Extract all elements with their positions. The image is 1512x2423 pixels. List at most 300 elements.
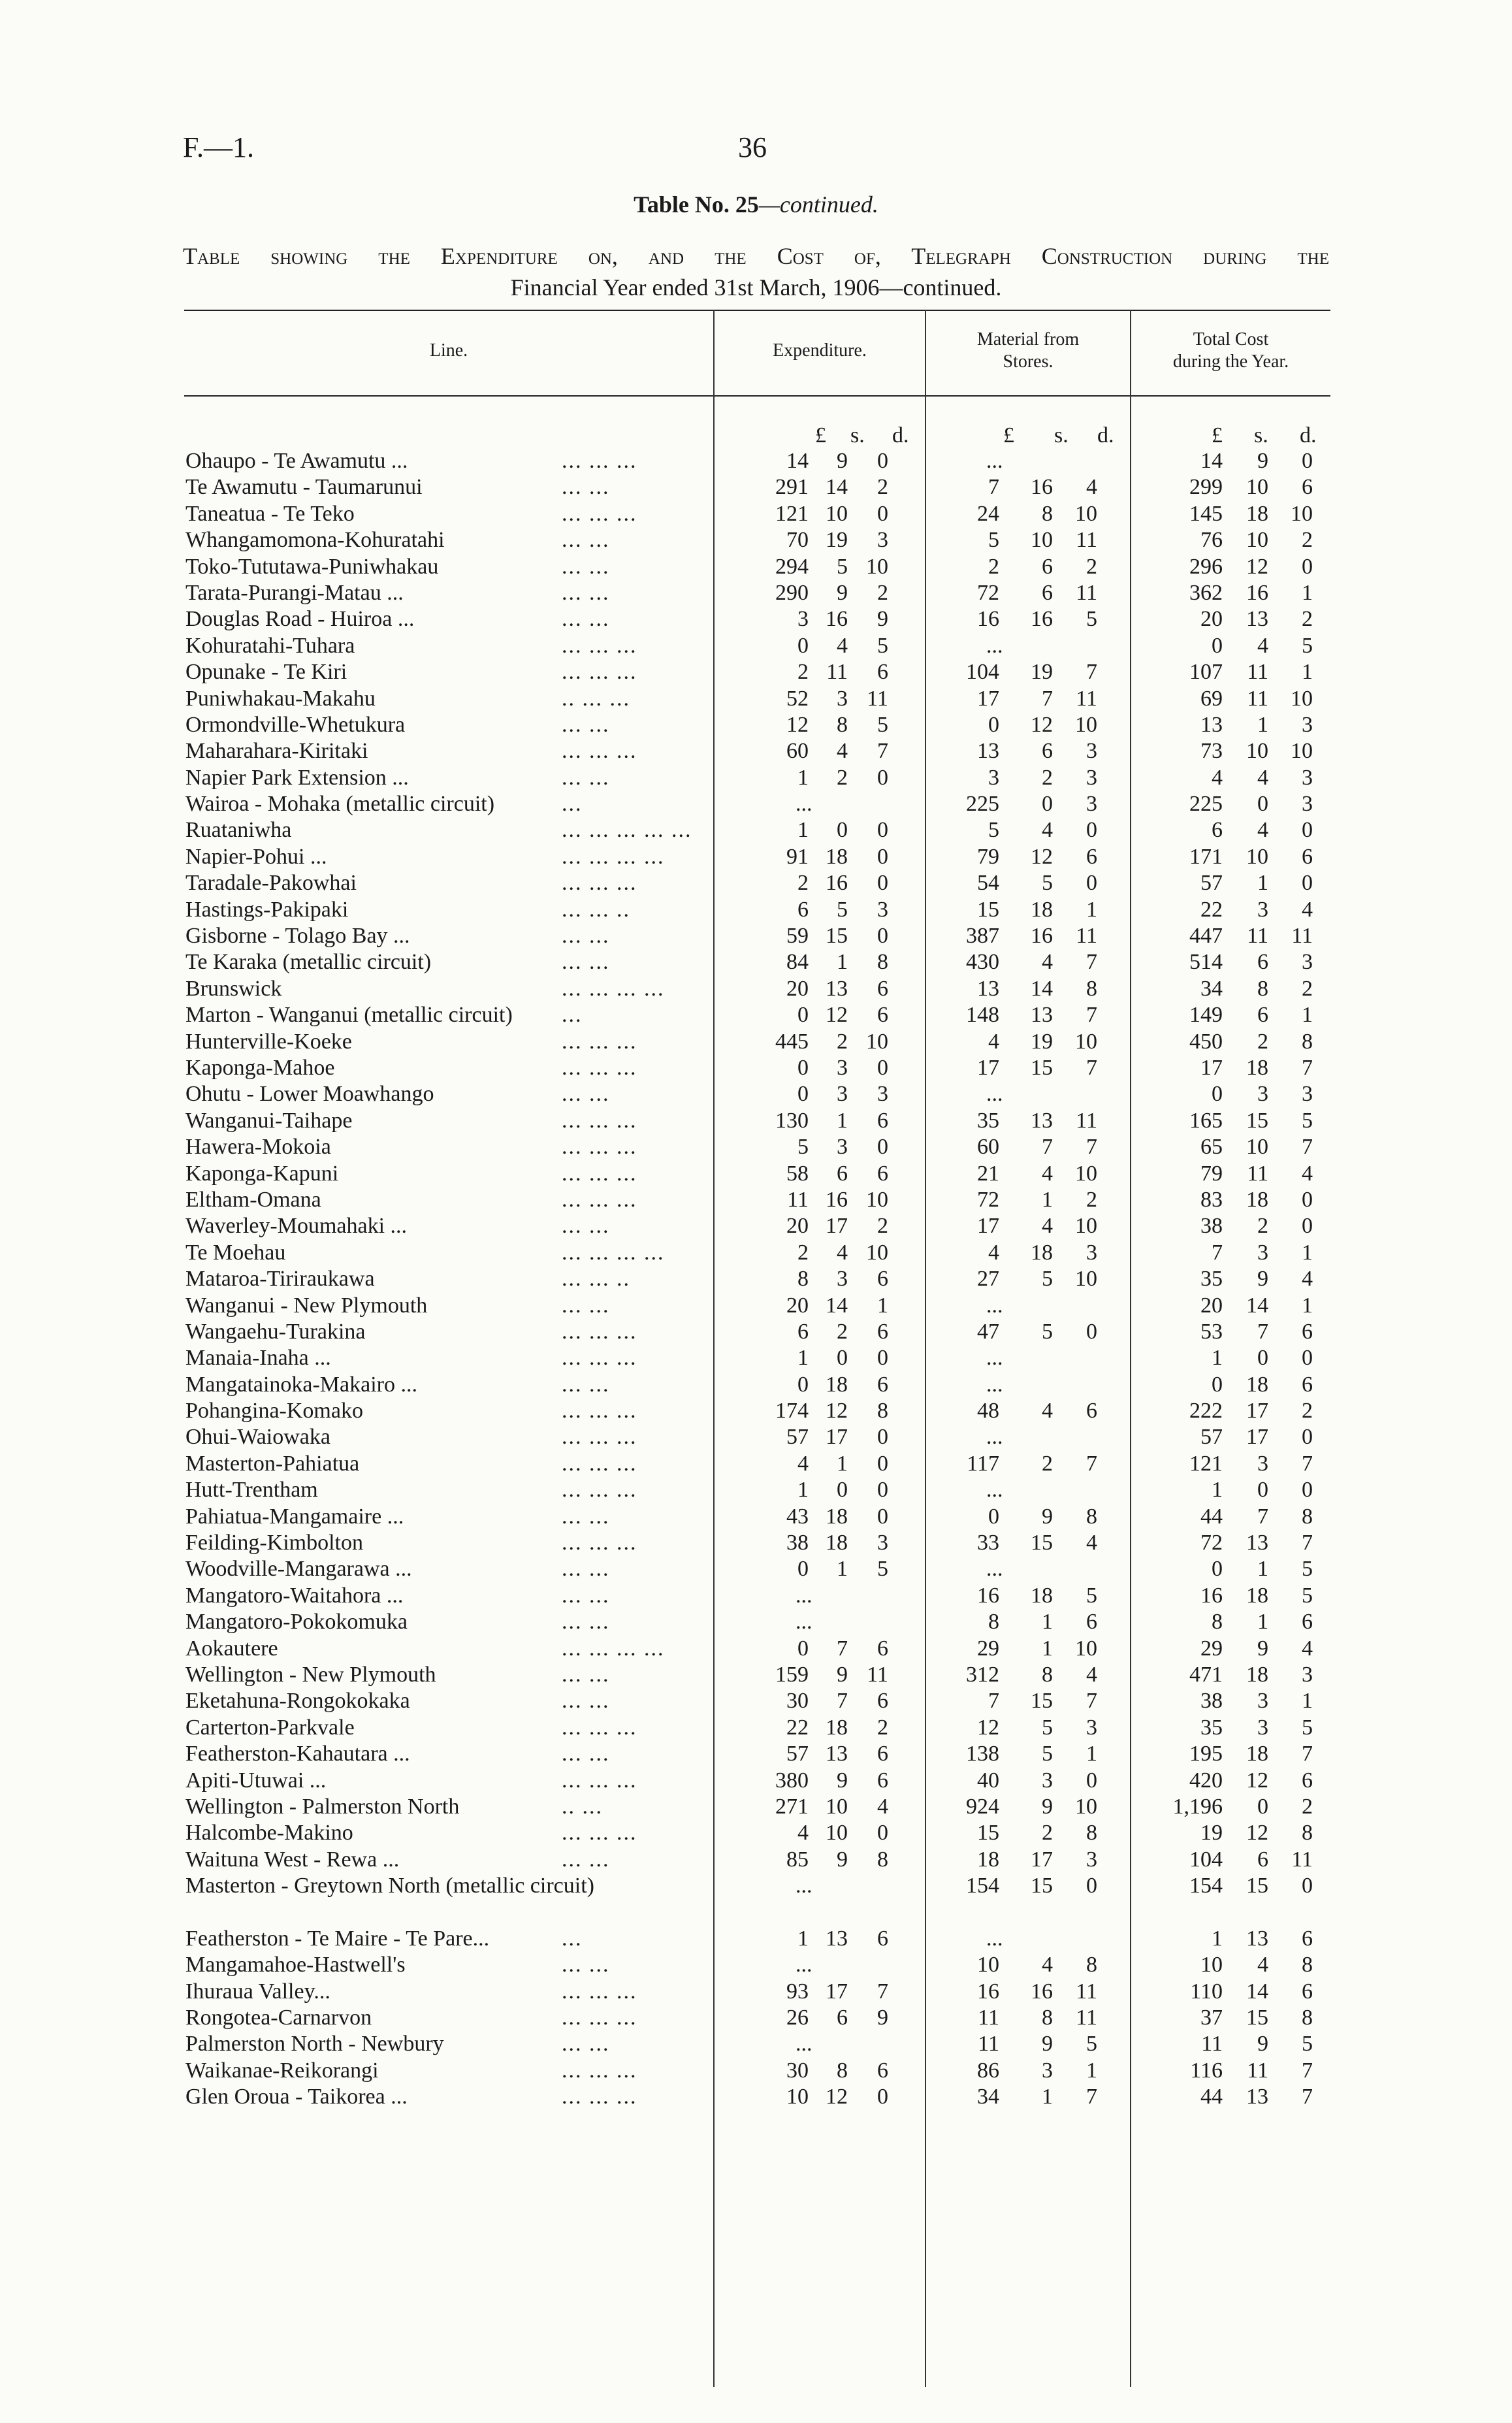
tot-shillings: 14 (1246, 1979, 1268, 2004)
tot-pounds: 35 (1200, 1267, 1223, 1292)
exp-pence: 7 (877, 1979, 888, 2004)
table-row (0, 1847, 1512, 1873)
mat-pounds: 34 (977, 2085, 999, 2109)
exp-pence: 6 (877, 1319, 888, 1344)
exp-shillings: 18 (826, 1504, 848, 1529)
mat-pounds: 11 (978, 2032, 999, 2057)
exp-pence: 2 (877, 1214, 888, 1239)
leader-dots: ... ... ... (562, 1346, 637, 1371)
mat-shillings: 19 (1031, 660, 1053, 685)
mat-pounds: 4 (988, 1240, 999, 1265)
tot-shillings: 10 (1246, 475, 1268, 500)
exp-nil: ... (796, 2032, 812, 2057)
leader-dots: ... ... (562, 528, 610, 553)
tot-shillings: 15 (1246, 2006, 1268, 2030)
mat-pounds: 16 (977, 1979, 999, 2004)
exp-pounds: 0 (797, 1055, 809, 1080)
mat-shillings: 4 (1042, 1214, 1053, 1239)
exp-pounds: 0 (797, 1082, 809, 1107)
exp-pence: 2 (877, 580, 888, 605)
tot-shillings: 11 (1247, 686, 1268, 711)
mat-pence: 11 (1076, 1979, 1097, 2004)
tot-pence: 3 (1302, 1662, 1313, 1687)
exp-shillings: 5 (837, 554, 848, 579)
tot-pence: 5 (1302, 1715, 1313, 1740)
tot-pounds: 1 (1212, 1346, 1223, 1371)
line-name: Brunswick (185, 976, 282, 1001)
mat-shillings: 3 (1042, 2058, 1053, 2083)
exp-shillings: 2 (837, 1029, 848, 1054)
tot-shillings: 13 (1246, 607, 1268, 632)
table-row (0, 659, 1512, 685)
mat-pence: 10 (1075, 1794, 1097, 1819)
leader-dots: ... ... ... (562, 1319, 637, 1344)
mat-shillings: 4 (1042, 1953, 1053, 1977)
exp-pence: 8 (877, 950, 888, 975)
tot-pence: 6 (1302, 1610, 1313, 1634)
column-header-material-line1: Material from (976, 329, 1080, 350)
mat-shillings: 16 (1031, 1979, 1053, 2004)
mat-pence: 6 (1086, 844, 1097, 869)
table-row (0, 1213, 1512, 1239)
tot-pounds: 38 (1200, 1689, 1223, 1714)
exp-pounds: 5 (797, 1135, 809, 1160)
mat-pence: 8 (1086, 1821, 1097, 1846)
tot-shillings: 1 (1257, 871, 1268, 896)
table-row (0, 1055, 1512, 1081)
leader-dots: ... ... ... ... (562, 1636, 665, 1661)
line-name: Opunake - Te Kiri (185, 660, 347, 685)
tot-shillings: 12 (1246, 554, 1268, 579)
table-row (0, 2031, 1512, 2057)
mat-pounds: 18 (977, 1847, 999, 1872)
tot-pence: 0 (1302, 1478, 1313, 1503)
exp-pounds: 159 (775, 1662, 809, 1687)
mat-shillings: 14 (1031, 976, 1053, 1001)
mat-pounds: 16 (977, 607, 999, 632)
line-name: Waituna West - Rewa ... (185, 1847, 400, 1872)
leader-dots: ... ... ... (562, 2006, 637, 2030)
mat-pence: 8 (1086, 1953, 1097, 1977)
table-row (0, 474, 1512, 500)
tot-shillings: 4 (1257, 1953, 1268, 1977)
line-name: Eltham-Omana (185, 1187, 321, 1212)
tot-shillings: 13 (1246, 2085, 1268, 2109)
page-number: 36 (738, 131, 767, 163)
tot-pence: 8 (1302, 2006, 1313, 2030)
tot-shillings: 17 (1246, 1399, 1268, 1423)
tot-pence: 2 (1302, 1794, 1313, 1819)
exp-pence: 0 (877, 449, 888, 473)
leader-dots: ... ... ... (562, 1425, 637, 1450)
line-name: Ihuraua Valley... (185, 1979, 330, 2004)
exp-shillings: 13 (826, 1742, 848, 1766)
table-row (0, 1609, 1512, 1635)
mat-shillings: 2 (1042, 1451, 1053, 1476)
line-name: Toko-Tututawa-Puniwhakau (185, 554, 439, 579)
tot-pence: 7 (1302, 2085, 1313, 2109)
mat-shillings: 3 (1042, 1768, 1053, 1793)
exp-pounds: 0 (797, 633, 809, 658)
mat-pounds: 79 (977, 844, 999, 869)
tot-pence: 0 (1302, 449, 1313, 473)
table-row (0, 1583, 1512, 1609)
mat-pence: 4 (1086, 475, 1097, 500)
exp-pounds: 10 (786, 2085, 809, 2109)
tot-shillings: 0 (1257, 792, 1268, 817)
exp-pounds: 38 (786, 1531, 809, 1555)
tot-pence: 5 (1302, 633, 1313, 658)
mat-shillings: 10 (1031, 528, 1053, 553)
line-name: Te Awamutu - Taumarunui (185, 475, 423, 500)
tot-pounds: 69 (1200, 686, 1223, 711)
mat-pence: 5 (1086, 607, 1097, 632)
exp-pounds: 1 (797, 765, 809, 790)
exp-pence: 6 (877, 1926, 888, 1951)
exp-pence: 6 (877, 1742, 888, 1766)
table-row (0, 1451, 1512, 1477)
exp-pounds: 60 (786, 739, 809, 764)
tot-pounds: 0 (1212, 1082, 1223, 1107)
exp-shillings: 0 (837, 818, 848, 843)
line-name: Masterton - Greytown North (metallic circuit) (185, 1874, 594, 1898)
leader-dots: ... ... ... (562, 1821, 637, 1846)
mat-pounds: 15 (977, 897, 999, 922)
tot-pounds: 14 (1200, 449, 1223, 473)
table-row (0, 712, 1512, 738)
mat-pence: 6 (1086, 1399, 1097, 1423)
tot-shillings: 9 (1257, 449, 1268, 473)
exp-pence: 10 (866, 554, 888, 579)
exp-shillings: 9 (837, 1768, 848, 1793)
mat-pounds: 17 (977, 1055, 999, 1080)
mat-nil: ... (986, 1372, 1003, 1397)
exp-nil: ... (796, 1953, 812, 1977)
mat-pence: 7 (1086, 1689, 1097, 1714)
page-reference: F.—1. (183, 131, 254, 163)
tot-pence: 1 (1302, 660, 1313, 685)
leader-dots: ... ... ... (562, 1531, 637, 1555)
mat-shillings: 16 (1031, 475, 1053, 500)
leader-dots: ... ... ... ... (562, 1240, 665, 1265)
tot-shillings: 4 (1257, 633, 1268, 658)
tot-shillings: 2 (1257, 1029, 1268, 1054)
line-name: Wanganui-Taihape (185, 1108, 353, 1133)
mat-shillings: 18 (1031, 1583, 1053, 1608)
table-row (0, 765, 1512, 791)
leader-dots: ... ... ... (562, 1399, 637, 1423)
exp-pence: 10 (866, 1187, 888, 1212)
table-title (0, 191, 1512, 218)
exp-pounds: 57 (786, 1425, 809, 1450)
mat-pence: 3 (1086, 739, 1097, 764)
exp-pence: 7 (877, 739, 888, 764)
mat-shillings: 16 (1031, 607, 1053, 632)
tot-pence: 11 (1291, 1847, 1313, 1872)
mat-pounds: 17 (977, 686, 999, 711)
tot-pounds: 34 (1200, 976, 1223, 1001)
leader-dots: ... ... (562, 1847, 610, 1872)
exp-pounds: 11 (787, 1187, 809, 1212)
exp-nil: ... (796, 1583, 812, 1608)
exp-pounds: 291 (775, 475, 809, 500)
mat-nil: ... (986, 1082, 1003, 1107)
leader-dots: ... ... (562, 1583, 610, 1608)
mat-pence: 3 (1086, 1847, 1097, 1872)
mat-pence: 6 (1086, 1610, 1097, 1634)
line-name: Mangamahoe-Hastwell's (185, 1953, 406, 1977)
mat-shillings: 8 (1042, 501, 1053, 526)
units-exp-pounds: £ (815, 423, 826, 447)
tot-shillings: 4 (1257, 818, 1268, 843)
mat-pence: 0 (1086, 871, 1097, 896)
exp-pounds: 8 (797, 1267, 809, 1292)
tot-pounds: 72 (1200, 1531, 1223, 1555)
mat-pounds: 387 (966, 924, 999, 949)
table-row (0, 2058, 1512, 2084)
tot-shillings: 18 (1246, 1742, 1268, 1766)
tot-shillings: 3 (1257, 1451, 1268, 1476)
tot-pounds: 296 (1189, 554, 1223, 579)
table-row (0, 580, 1512, 606)
tot-pounds: 171 (1189, 844, 1223, 869)
exp-pence: 3 (877, 528, 888, 553)
table-row (0, 976, 1512, 1002)
exp-shillings: 14 (826, 1293, 848, 1318)
table-row (0, 1002, 1512, 1028)
mat-pence: 7 (1086, 1451, 1097, 1476)
leader-dots: ... ... ... (562, 1108, 637, 1133)
table-row (0, 1873, 1512, 1926)
mat-pounds: 7 (988, 475, 999, 500)
line-name: Apiti-Utuwai ... (185, 1768, 327, 1793)
line-name: Waikanae-Reikorangi (185, 2058, 379, 2083)
exp-shillings: 7 (837, 1636, 848, 1661)
table-subtitle-line1: Table showing the Expenditure on, and the Cost of, Telegraph Construction during the (183, 243, 1329, 269)
tot-pence: 7 (1302, 2058, 1313, 2083)
exp-pounds: 4 (797, 1451, 809, 1476)
mat-pounds: 0 (988, 1504, 999, 1529)
units-exp-shillings: s. (850, 423, 865, 447)
tot-pounds: 65 (1200, 1135, 1223, 1160)
line-name: Wangaehu-Turakina (185, 1319, 366, 1344)
mat-pounds: 86 (977, 2058, 999, 2083)
mat-shillings: 12 (1031, 844, 1053, 869)
tot-pounds: 450 (1189, 1029, 1223, 1054)
mat-nil: ... (986, 1346, 1003, 1371)
exp-pence: 6 (877, 1636, 888, 1661)
units-mat-pounds: £ (1003, 423, 1014, 447)
leader-dots: ... ... ... (562, 1478, 637, 1503)
mat-pence: 3 (1086, 1715, 1097, 1740)
tot-shillings: 4 (1257, 765, 1268, 790)
mat-pounds: 0 (988, 712, 999, 737)
exp-shillings: 9 (837, 1662, 848, 1687)
exp-shillings: 14 (826, 475, 848, 500)
exp-pounds: 0 (797, 1372, 809, 1397)
exp-shillings: 13 (826, 976, 848, 1001)
exp-pounds: 0 (797, 1557, 809, 1582)
exp-shillings: 9 (837, 580, 848, 605)
line-name: Rongotea-Carnarvon (185, 2006, 372, 2030)
tot-shillings: 18 (1246, 1583, 1268, 1608)
exp-shillings: 15 (826, 924, 848, 949)
line-name: Maharahara-Kiritaki (185, 739, 368, 764)
tot-pounds: 29 (1200, 1636, 1223, 1661)
line-name: Waverley-Moumahaki ... (185, 1214, 408, 1239)
leader-dots: ... ... (562, 1610, 610, 1634)
tot-pence: 4 (1302, 1267, 1313, 1292)
table-row (0, 1161, 1512, 1187)
mat-pence: 7 (1086, 950, 1097, 975)
column-header-line: Line. (429, 340, 468, 361)
tot-shillings: 0 (1257, 1478, 1268, 1503)
table-body (0, 448, 1512, 2111)
tot-pounds: 149 (1189, 1003, 1223, 1028)
tot-pounds: 447 (1189, 924, 1223, 949)
mat-shillings: 2 (1042, 765, 1053, 790)
exp-pence: 0 (877, 1425, 888, 1450)
line-name: Napier-Pohui ... (185, 844, 327, 869)
line-name: Halcombe-Makino (185, 1821, 353, 1846)
mat-pence: 8 (1086, 976, 1097, 1001)
mat-pence: 10 (1075, 1214, 1097, 1239)
mat-pence: 11 (1076, 1108, 1097, 1133)
exp-pence: 0 (877, 2085, 888, 2109)
line-name: Kaponga-Kapuni (185, 1161, 339, 1186)
exp-shillings: 3 (837, 1135, 848, 1160)
units-exp-pence: d. (892, 423, 909, 447)
table-row (0, 1820, 1512, 1846)
tot-pence: 10 (1291, 501, 1313, 526)
exp-pounds: 1 (797, 818, 809, 843)
tot-pounds: 0 (1212, 633, 1223, 658)
leader-dots: ... ... (562, 2032, 610, 2057)
units-tot-shillings: s. (1254, 423, 1268, 447)
exp-pounds: 30 (786, 2058, 809, 2083)
line-name: Te Karaka (metallic circuit) (185, 950, 432, 975)
exp-shillings: 18 (826, 1715, 848, 1740)
column-header-material (926, 329, 1130, 373)
leader-dots: ... ... ... ... (562, 844, 665, 869)
tot-pence: 0 (1302, 1187, 1313, 1212)
line-name: Feilding-Kimbolton (185, 1531, 363, 1555)
leader-dots: ... ... (562, 1504, 610, 1529)
table-row (0, 1768, 1512, 1794)
exp-pence: 6 (877, 1267, 888, 1292)
units-tot-pounds: £ (1212, 423, 1223, 447)
tot-pence: 3 (1302, 712, 1313, 737)
mat-pounds: 11 (978, 2006, 999, 2030)
exp-pence: 11 (867, 1662, 888, 1687)
table-row (0, 1134, 1512, 1160)
mat-shillings: 6 (1042, 739, 1053, 764)
leader-dots: ... (562, 1003, 583, 1028)
tot-shillings: 3 (1257, 1240, 1268, 1265)
tot-pence: 7 (1302, 1531, 1313, 1555)
tot-pence: 5 (1302, 2032, 1313, 2057)
line-name: Wanganui - New Plymouth (185, 1293, 428, 1318)
tot-pounds: 362 (1189, 580, 1223, 605)
leader-dots: ... ... (562, 1953, 610, 1977)
tot-pounds: 7 (1212, 1240, 1223, 1265)
table-row (0, 1952, 1512, 1978)
mat-pounds: 21 (977, 1161, 999, 1186)
tot-pounds: 165 (1189, 1108, 1223, 1133)
line-name: Hutt-Trentham (185, 1478, 318, 1503)
leader-dots: ... ... (562, 1557, 610, 1582)
tot-shillings: 10 (1246, 844, 1268, 869)
mat-shillings: 13 (1031, 1003, 1053, 1028)
leader-dots: ... ... (562, 580, 610, 605)
exp-pounds: 20 (786, 1293, 809, 1318)
tot-pounds: 57 (1200, 871, 1223, 896)
exp-shillings: 5 (837, 897, 848, 922)
mat-pounds: 4 (988, 1029, 999, 1054)
line-name: Wellington - Palmerston North (185, 1794, 460, 1819)
exp-shillings: 3 (837, 1082, 848, 1107)
exp-shillings: 1 (837, 950, 848, 975)
line-name: Mangatoro-Pokokomuka (185, 1610, 408, 1634)
tot-pounds: 154 (1189, 1874, 1223, 1898)
exp-pounds: 12 (786, 712, 809, 737)
mat-pounds: 430 (966, 950, 999, 975)
mat-shillings: 18 (1031, 897, 1053, 922)
mat-pounds: 7 (988, 1689, 999, 1714)
leader-dots: ... ... ... (562, 633, 637, 658)
mat-pounds: 16 (977, 1583, 999, 1608)
table-row (0, 633, 1512, 659)
tot-shillings: 14 (1246, 1293, 1268, 1318)
exp-shillings: 9 (837, 449, 848, 473)
exp-pence: 10 (866, 1029, 888, 1054)
exp-shillings: 2 (837, 765, 848, 790)
line-name: Ohutu - Lower Moawhango (185, 1082, 434, 1107)
leader-dots: ... ... ... (562, 501, 637, 526)
line-name: Masterton-Pahiatua (185, 1451, 360, 1476)
line-name: Ormondville-Whetukura (185, 712, 406, 737)
exp-pounds: 59 (786, 924, 809, 949)
tot-pence: 7 (1302, 1135, 1313, 1160)
exp-pounds: 1 (797, 1346, 809, 1371)
exp-pounds: 2 (797, 871, 809, 896)
mat-pence: 11 (1076, 580, 1097, 605)
leader-dots: ... ... (562, 1214, 610, 1239)
mat-shillings: 4 (1042, 818, 1053, 843)
exp-pence: 6 (877, 1161, 888, 1186)
tot-shillings: 16 (1246, 580, 1268, 605)
leader-dots: ... ... (562, 1662, 610, 1687)
mat-shillings: 5 (1042, 1319, 1053, 1344)
tot-shillings: 7 (1257, 1319, 1268, 1344)
tot-pounds: 53 (1200, 1319, 1223, 1344)
leader-dots: ... ... ... (562, 1029, 637, 1054)
line-name: Tarata-Purangi-Matau ... (185, 580, 404, 605)
exp-pence: 0 (877, 818, 888, 843)
exp-pounds: 0 (797, 1003, 809, 1028)
tot-pounds: 222 (1189, 1399, 1223, 1423)
leader-dots: .. ... (562, 1794, 603, 1819)
leader-dots: ... ... ... ... ... (562, 818, 692, 843)
table-row (0, 1794, 1512, 1820)
mat-pounds: 17 (977, 1214, 999, 1239)
exp-pence: 5 (877, 1557, 888, 1582)
tot-shillings: 18 (1246, 1662, 1268, 1687)
mat-pounds: 10 (977, 1953, 999, 1977)
exp-pence: 6 (877, 1003, 888, 1028)
tot-pence: 4 (1302, 1636, 1313, 1661)
tot-shillings: 10 (1246, 1135, 1268, 1160)
